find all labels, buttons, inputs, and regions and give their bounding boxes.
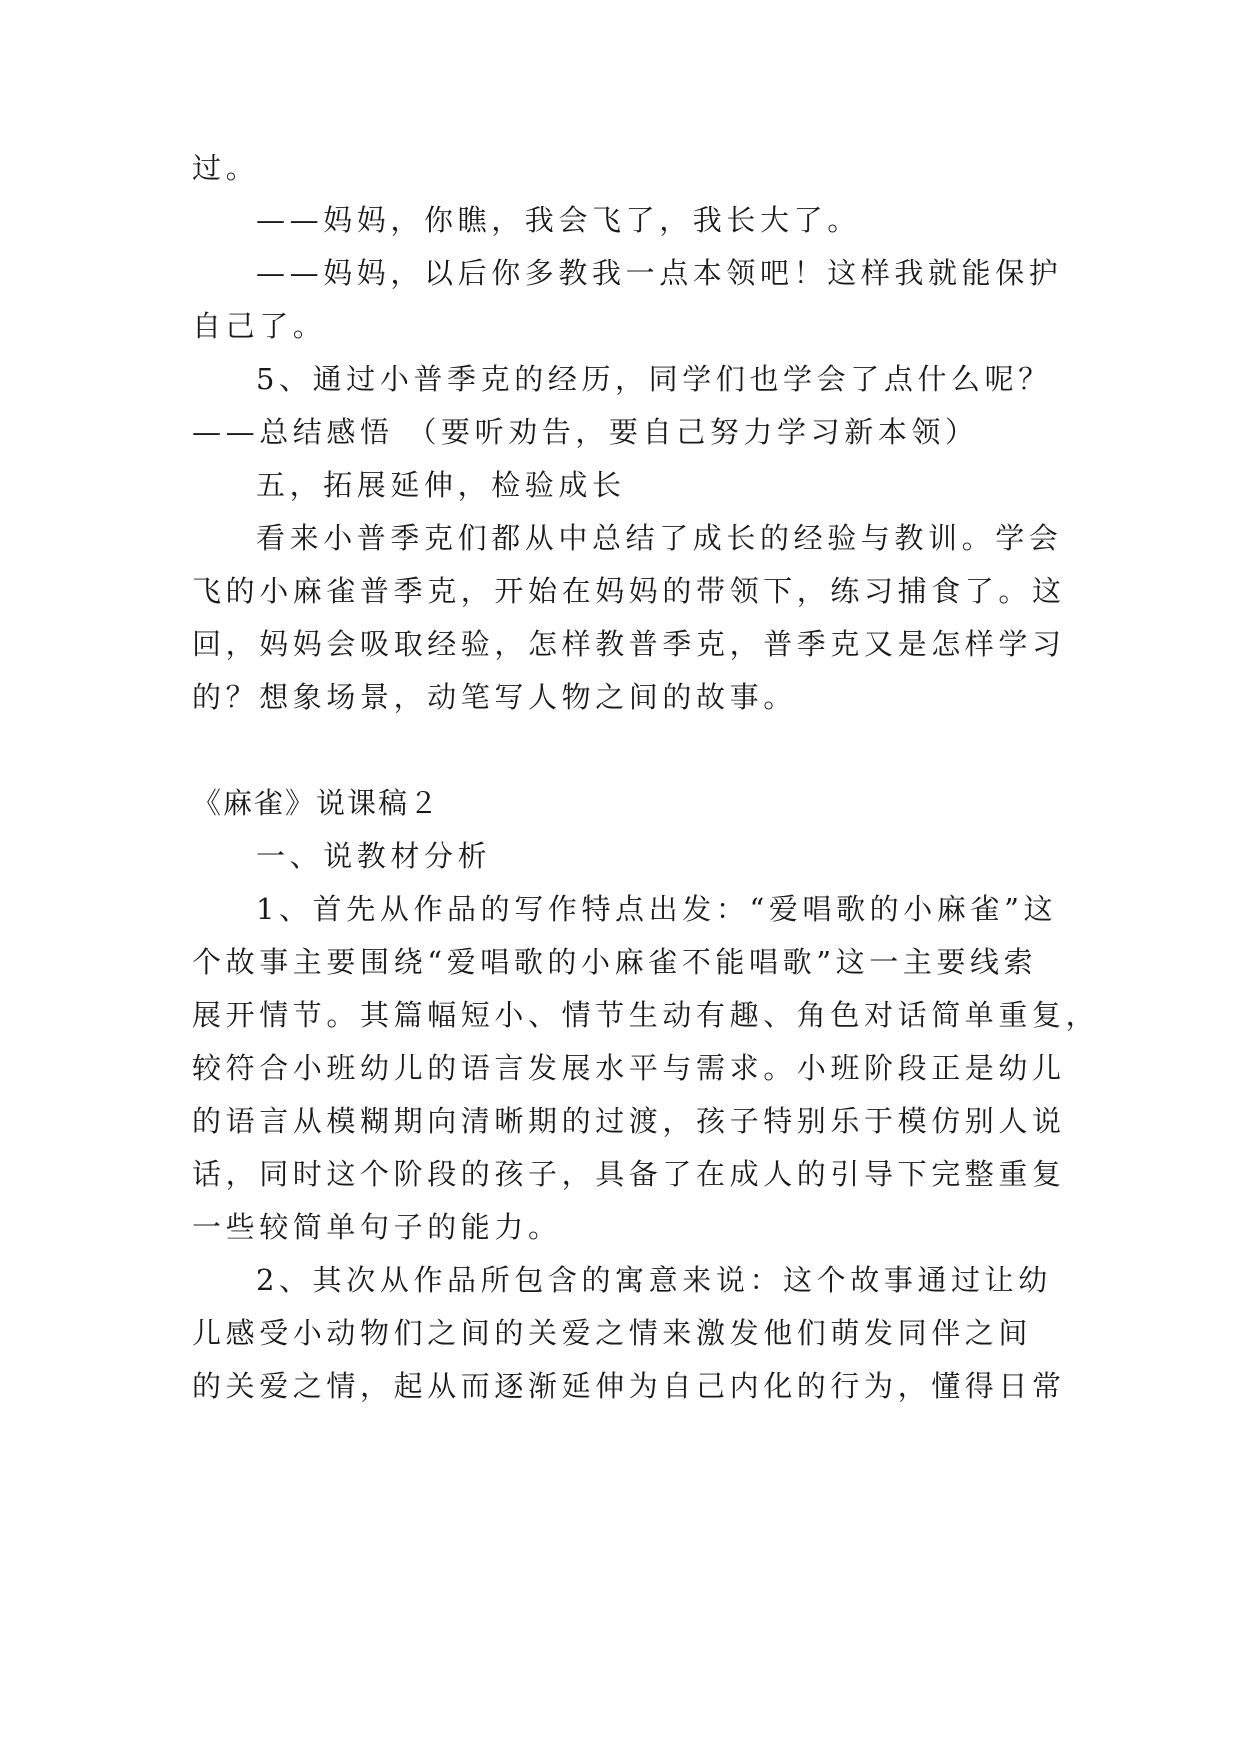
paragraph-line: 一些较简单句子的能力。 — [192, 1210, 562, 1244]
paragraph-continuation: 过。 — [192, 151, 260, 185]
paragraph-line: 较符合小班幼儿的语言发展水平与需求。小班阶段正是幼儿 — [192, 1051, 1066, 1085]
question-5-cont: ——总结感悟 （要听劝告，要自己努力学习新本领） — [192, 415, 979, 449]
heading-five: 五，拓展延伸，检验成长 — [256, 468, 626, 502]
paragraph-line: 话，同时这个阶段的孩子，具备了在成人的引导下完整重复 — [192, 1157, 1066, 1191]
paragraph-line: 的？想象场景，动笔写人物之间的故事。 — [192, 680, 797, 714]
heading-one: 一、说教材分析 — [256, 839, 492, 873]
dialog-line-2-cont: 自己了。 — [192, 309, 327, 343]
paragraph-line: 2、其次从作品所包含的寓意来说：这个故事通过让幼 — [256, 1263, 1052, 1297]
paragraph-line: 1、首先从作品的写作特点出发：“爱唱歌的小麻雀”这 — [256, 892, 1058, 926]
section-title: 《麻雀》说课稿２ — [192, 786, 441, 820]
dialog-line-1: ——妈妈，你瞧，我会飞了，我长大了。 — [256, 203, 861, 237]
paragraph-line: 个故事主要围绕“爱唱歌的小麻雀不能唱歌”这一主要线索 — [192, 945, 1038, 979]
question-5: 5、通过小普季克的经历，同学们也学会了点什么呢？ — [256, 362, 1052, 396]
paragraph-line: 看来小普季克们都从中总结了成长的经验与教训。学会 — [256, 521, 1063, 555]
paragraph-line: 的语言从模糊期向清晰期的过渡，孩子特别乐于模仿别人说 — [192, 1104, 1066, 1138]
paragraph-line: 儿感受小动物们之间的关爱之情来激发他们萌发同伴之间 — [192, 1316, 1033, 1350]
paragraph-line: 展开情节。其篇幅短小、情节生动有趣、角色对话简单重复， — [192, 998, 1100, 1032]
paragraph-line: 飞的小麻雀普季克，开始在妈妈的带领下，练习捕食了。这 — [192, 574, 1066, 608]
dialog-line-2: ——妈妈，以后你多教我一点本领吧！这样我就能保护 — [256, 256, 1063, 290]
paragraph-line: 的关爱之情，起从而逐渐延伸为自己内化的行为，懂得日常 — [192, 1369, 1066, 1403]
paragraph-line: 回，妈妈会吸取经验，怎样教普季克，普季克又是怎样学习 — [192, 627, 1066, 661]
